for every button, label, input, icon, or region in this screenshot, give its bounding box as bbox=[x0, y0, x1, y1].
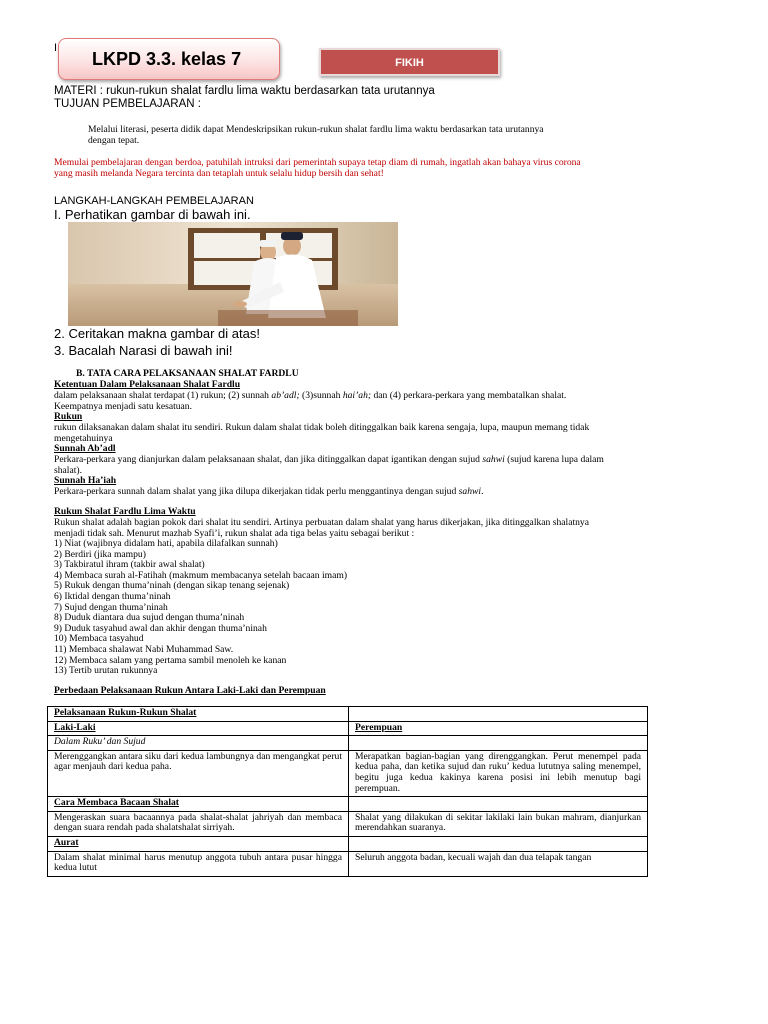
rukun-list bbox=[54, 539, 347, 677]
list-item: 5) Rukuk dengan thuma’ninah (dengan sikap tenang sejenak) bbox=[54, 580, 290, 592]
worksheet-title: LKPD 3.3. kelas 7 bbox=[58, 38, 280, 80]
table-section-label: Cara Membaca Bacaan Shalat bbox=[48, 797, 349, 812]
list-item: 1) Niat (wajibnya didalam hati, apabila dilafalkan sunnah) bbox=[54, 538, 278, 549]
column-header-female: Perempuan bbox=[349, 721, 648, 736]
ketentuan-text-1b: ab’adl; bbox=[271, 390, 300, 401]
table-row bbox=[48, 797, 648, 812]
list-item: 6) Iktidal dengan thuma’ninah bbox=[54, 590, 171, 602]
abadl-text-line1 bbox=[54, 455, 604, 466]
opening-note-line2: yang masih melanda Negara tercinta dan tetaplah untuk selalu hidup bersih dan sehat! bbox=[54, 168, 384, 179]
haiah-heading: Sunnah Ha’iah bbox=[54, 475, 117, 486]
steps-heading: LANGKAH-LANGKAH PEMBELAJARAN bbox=[54, 195, 254, 207]
column-header-male: Laki-Laki bbox=[48, 721, 349, 736]
ketentuan-text-1c: (3)sunnah bbox=[299, 390, 343, 401]
step-2: 2. Ceritakan makna gambar di atas! bbox=[54, 326, 260, 341]
table-empty-cell bbox=[349, 707, 648, 722]
rukun-heading: Rukun bbox=[54, 411, 83, 422]
list-item: 11) Membaca shalawat Nabi Muhammad Saw. bbox=[54, 643, 234, 655]
table-row bbox=[48, 811, 648, 836]
opening-note-line1: Memulai pembelajaran dengan berdoa, patuhilah intruksi dari pemerintah supaya tetap diam di rumah, ingatlah akan bahaya virus corona bbox=[54, 157, 581, 168]
rukun-fardlu-text-line1: Rukun shalat adalah bagian pokok dari shalat itu sendiri. Artinya perbuatan dalam shalat yang harus dikerjakan, jika ditinggalkan shalatnya bbox=[54, 517, 589, 528]
list-item: 2) Berdiri (jika mampu) bbox=[54, 548, 146, 560]
table-empty-cell bbox=[349, 736, 648, 751]
table-section-label: Dalam Ruku’ dan Sujud bbox=[48, 736, 349, 751]
ketentuan-heading: Ketentuan Dalam Pelaksanaan Shalat Fardlu bbox=[54, 379, 241, 390]
haiah-text-1a: Perkara-perkara sunnah dalam shalat yang jika dilupa dikerjakan tidak perlu menggantinya dengan sujud bbox=[54, 486, 459, 497]
ketentuan-text-1a: dalam pelaksanaan shalat terdapat (1) rukun; (2) sunnah bbox=[54, 390, 272, 401]
table-row bbox=[48, 851, 648, 876]
table-cell-female: Seluruh anggota badan, kecuali wajah dan dua telapak tangan bbox=[349, 851, 648, 876]
table-cell-female: Merapatkan bagian-bagian yang direnggangkan. Perut menempel pada kedua paha, dan ketika sujud dan ruku’ kedua lututnya saling menempel, begitu juga kedua kakinya karena posisi ini lebih menutup bagi perempuan. bbox=[349, 750, 648, 796]
haiah-text-1b: sahwi bbox=[458, 486, 482, 497]
tujuan-text-line2: dengan tepat. bbox=[88, 135, 140, 146]
step-3: 3. Bacalah Narasi di bawah ini! bbox=[54, 343, 233, 358]
perbedaan-heading: Perbedaan Pelaksanaan Rukun Antara Laki-Laki dan Perempuan bbox=[54, 685, 326, 696]
table-header-cell: Pelaksanaan Rukun-Rukun Shalat bbox=[48, 707, 349, 722]
list-item: 12) Membaca salam yang pertama sambil menoleh ke kanan bbox=[54, 654, 287, 666]
haiah-text-line1 bbox=[54, 487, 483, 498]
table-empty-cell bbox=[349, 797, 648, 812]
list-item: 7) Sujud dengan thuma’ninah bbox=[54, 601, 168, 613]
tujuan-label: TUJUAN PEMBELAJARAN : bbox=[54, 98, 201, 110]
materi-label: MATERI bbox=[54, 85, 97, 97]
table-row bbox=[48, 736, 648, 751]
step-1: I. Perhatikan gambar di bawah ini. bbox=[54, 207, 251, 222]
list-item: 8) Duduk diantara dua sujud dengan thuma’ninah bbox=[54, 612, 245, 624]
abadl-text-1a: Perkara-perkara yang dianjurkan dalam pelaksanaan shalat, dan jika ditinggalkan dapat igantikan dengan sujud bbox=[54, 454, 483, 465]
prayer-photo-illustration bbox=[68, 222, 398, 326]
haiah-text-1c: . bbox=[481, 486, 484, 497]
tujuan-text-line1: Melalui literasi, peserta didik dapat Mendeskripsikan rukun-rukun shalat fardlu lima waktu berdasarkan tata urutannya bbox=[88, 124, 544, 135]
materi-text: : rukun-rukun shalat fardlu lima waktu berdasarkan tata urutannya bbox=[96, 85, 435, 97]
abadl-text-1c: (sujud karena lupa dalam bbox=[504, 454, 604, 465]
list-item: 13) Tertib urutan rukunnya bbox=[54, 665, 158, 677]
table-row bbox=[48, 707, 648, 722]
ketentuan-text-1e: dan (4) perkara-perkara yang membatalkan shalat. bbox=[371, 390, 567, 401]
prayer-photo bbox=[68, 222, 398, 326]
list-item: 3) Takbiratul ihram (takbir awal shalat) bbox=[54, 559, 205, 571]
rukun-fardlu-heading: Rukun Shalat Fardlu Lima Waktu bbox=[54, 506, 196, 517]
table-section-label: Aurat bbox=[48, 836, 349, 851]
top-left-stray-mark: I bbox=[54, 42, 58, 54]
table-row bbox=[48, 721, 648, 736]
table-empty-cell bbox=[349, 836, 648, 851]
table-cell-male: Dalam shalat minimal harus menutup anggota tubuh antara pusar hingga kedua lutut bbox=[48, 851, 349, 876]
list-item: 10) Membaca tasyahud bbox=[54, 633, 144, 645]
ketentuan-text-line2: Keempatnya menjadi satu kesatuan. bbox=[54, 401, 192, 412]
materi-line bbox=[54, 85, 435, 97]
list-item: 4) Membaca surah al-Fatihah (makmum membacanya setelah bacaan imam) bbox=[54, 569, 348, 581]
subject-badge: FIKIH bbox=[319, 48, 500, 76]
table-cell-male: Mengeraskan suara bacaannya pada shalat-shalat jahriyah dan membaca dengan suara rendah pada shalatshalat sirriyah. bbox=[48, 811, 349, 836]
abadl-text-line2: shalat). bbox=[54, 465, 82, 476]
comparison-table bbox=[47, 706, 648, 877]
rukun-fardlu-text-line2: menjadi tidak sah. Menurut mazhab Syafi’i, rukun shalat ada tiga belas yaitu sebagai berikut : bbox=[54, 528, 415, 539]
ketentuan-text-line1 bbox=[54, 391, 566, 402]
table-cell-male: Merenggangkan antara siku dari kedua lambungnya dan mengangkat perut agar menjauh dari kedua paha. bbox=[48, 750, 349, 796]
ketentuan-text-1d: hai’ah; bbox=[342, 390, 372, 401]
list-item: 9) Duduk tasyahud awal dan akhir dengan thuma’ninah bbox=[54, 622, 267, 634]
section-title: B. TATA CARA PELAKSANAAN SHALAT FARDLU bbox=[76, 368, 299, 379]
abadl-text-1b: sahwi bbox=[482, 454, 505, 465]
table-cell-female: Shalat yang dilakukan di sekitar lakilaki lain bukan mahram, dianjurkan merendahkan suaranya. bbox=[349, 811, 648, 836]
abadl-heading: Sunnah Ab’adl bbox=[54, 443, 116, 454]
rukun-text-line2: mengetahuinya bbox=[54, 433, 113, 444]
table-row bbox=[48, 836, 648, 851]
rukun-text-line1: rukun dilaksanakan dalam shalat itu sendiri. Rukun dalam shalat tidak boleh ditinggalkan baik karena sengaja, lupa, maupun memang tidak bbox=[54, 422, 590, 433]
table-row bbox=[48, 750, 648, 796]
